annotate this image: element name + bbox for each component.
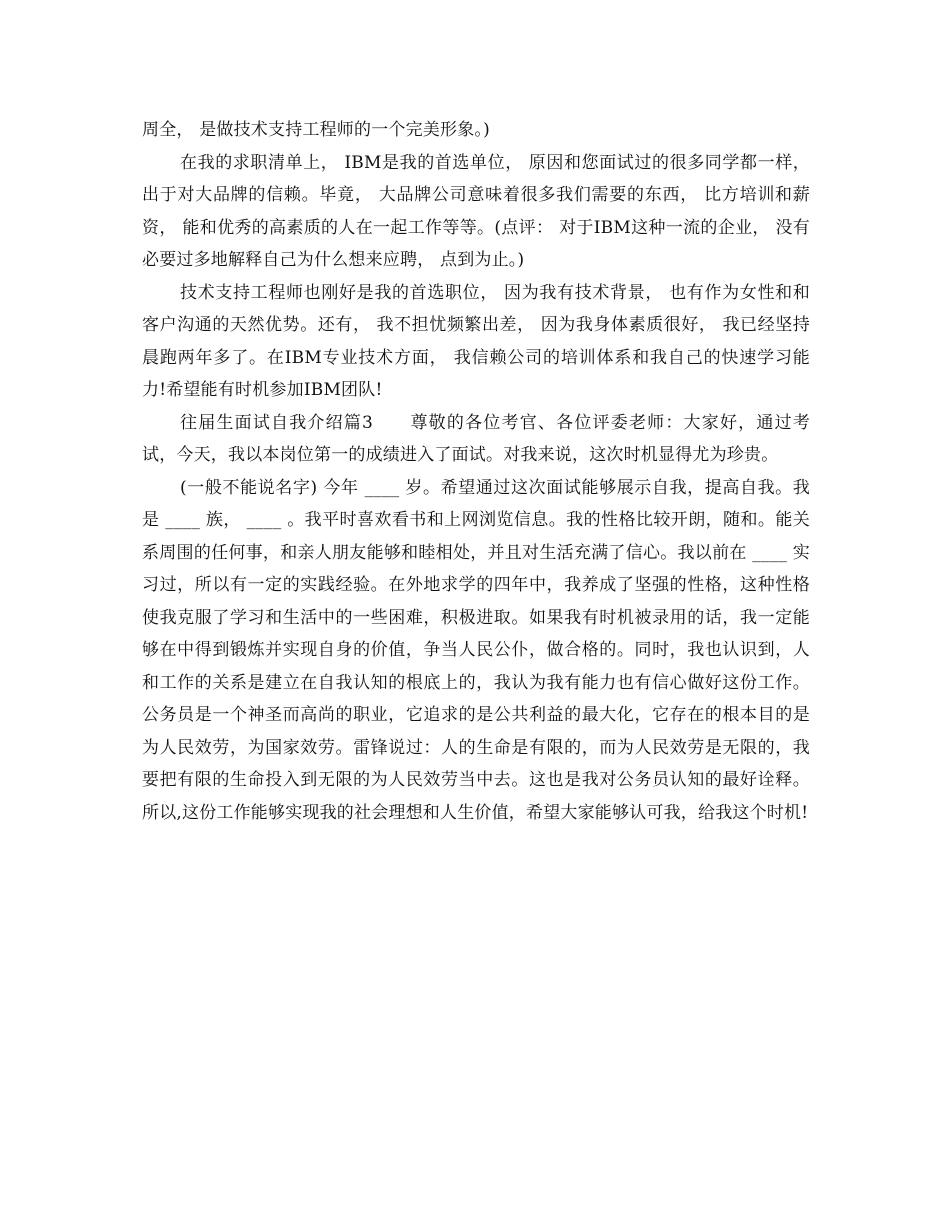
document-body [142, 114, 810, 829]
paragraph-continuation: 周全， 是做技术支持工程师的一个完美形象。) [142, 120, 490, 140]
paragraph-ibm-first-choice: 在我的求职清单上， IBM是我的首选单位， 原因和您面试过的很多同学都一样， 出于对大品牌的信赖。毕竟， 大品牌公司意味着很多我们需要的东西， 比方培训和薪资， 能和优秀的高素质的人在一起工作等等。(点评： 对于IBM这种一流的企业， 没有必要过多地解释自己为什么想来应聘， 点到为止。) [142, 152, 810, 270]
paragraph-tech-support-position: 技术支持工程师也刚好是我的首选职位， 因为我有技术背景， 也有作为女性和和客户沟通的天然优势。还有， 我不担忧频繁出差， 因为我身体素质很好， 我已经坚持晨跑两年多了。在IBM专业技术方面， 我信赖公司的培训体系和我自己的快速学习能力!希望能有时机参加IBM团队! [142, 282, 810, 400]
paragraph-self-intro-heading: 往届生面试自我介绍篇3 尊敬的各位考官、各位评委老师：大家好，通过考试，今天，我以本岗位第一的成绩进入了面试。对我来说，这次时机显得尤为珍贵。 [142, 412, 810, 465]
paragraph-self-intro-body: (一般不能说名字) 今年 ____ 岁。希望通过这次面试能够展示自我，提高自我。我是 ____ 族， ____ 。我平时喜欢看书和上网浏览信息。我的性格比较开朗，随和。能关系周围的任何事，和亲人朋友能够和睦相处，并且对生活充满了信心。我以前在 ____ 实习过，所以有一定的实践经验。在外地求学的四年中，我养成了坚强的性格，这种性格使我克服了学习和生活中的一些困难，积极进取。如果我有时机被录用的话，我一定能够在中得到锻炼并实现自身的价值，争当人民公仆，做合格的。同时，我也认识到，人和工作的关系是建立在自我认知的根底上的，我认为我有能力也有信心做好这份工作。公务员是一个神圣而高尚的职业，它追求的是公共利益的最大化，它存在的根本目的是为人民效劳，为国家效劳。雷锋说过：人的生命是有限的，而为人民效劳是无限的，我要把有限的生命投入到无限的为人民效劳当中去。这也是我对公务员认知的最好诠释。所以,这份工作能够实现我的社会理想和人生价值，希望大家能够认可我，给我这个时机! [142, 477, 810, 823]
